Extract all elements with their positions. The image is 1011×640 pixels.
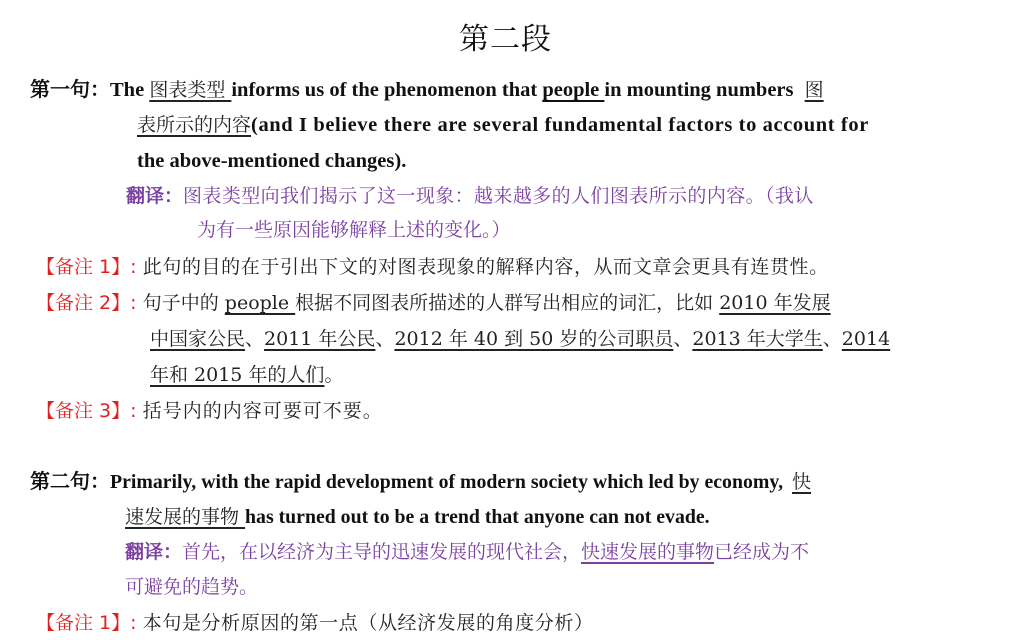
- translation-text: 首先，在以经济为主导的迅速发展的现代社会，: [182, 541, 582, 563]
- blank-chart-content: 图: [804, 79, 824, 101]
- sentence2-line1: [30, 466, 811, 497]
- sentence1-note2-line1: [36, 288, 831, 318]
- sentence1-note2-line3: [150, 360, 343, 390]
- section-title: 第二段: [459, 22, 552, 57]
- translation-underlined: 快速发展的事物: [581, 541, 715, 563]
- sentence1-line3: [137, 146, 406, 176]
- blank-chart-type: 图表类型: [149, 79, 232, 101]
- translation-label: 翻译：: [126, 185, 184, 207]
- sentence2-line2: [125, 502, 710, 532]
- separator: 、: [245, 328, 265, 350]
- note-text: 。: [324, 364, 344, 386]
- note-colon: :: [130, 256, 137, 278]
- note-example: 年和 2015 年的人们: [150, 364, 325, 386]
- blank-fast-developing-thing: 快: [792, 471, 812, 493]
- note-text: 括号内的内容可要可不要。: [142, 400, 383, 422]
- sentence2-label: 第二句：: [30, 469, 110, 493]
- sentence1-text: the above-mentioned changes).: [137, 150, 407, 172]
- note-text: 本句是分析原因的第一点（从经济发展的角度分析）: [142, 612, 594, 634]
- note-label: 【备注 3】: [36, 400, 131, 422]
- sentence2-note1: [36, 608, 594, 638]
- separator: 、: [375, 328, 395, 350]
- translation-text: 图表类型向我们揭示了这一现象：越来越多的人们图表所示的内容。（我认: [183, 185, 814, 207]
- translation-text: 已经成为不: [714, 541, 810, 563]
- note-example: 2012 年 40 到 50 岁的公司职员: [394, 328, 674, 350]
- blank-chart-content: 表所示的内容: [137, 114, 252, 136]
- note-colon: :: [130, 292, 137, 314]
- sentence1-text: (and I believe there are several fundamental factors to account for: [251, 114, 869, 136]
- sentence1-text: informs us of the phenomenon that: [231, 79, 543, 101]
- sentence2-translation-line1: [125, 537, 809, 567]
- note-example: 2011 年公民: [264, 328, 376, 350]
- blank-fast-developing-thing: 速发展的事物: [125, 506, 246, 528]
- translation-label: 翻译：: [125, 541, 183, 563]
- note-example: 2013 年大学生: [692, 328, 823, 350]
- note-text: 根据不同图表所描述的人群写出相应的词汇，比如: [295, 292, 720, 314]
- note-example: 2010 年发展: [719, 292, 831, 314]
- sentence1-text: The: [110, 79, 150, 101]
- note-text: 句子中的: [142, 292, 225, 314]
- separator: 、: [673, 328, 693, 350]
- blank-people: people: [542, 79, 605, 101]
- sentence2-text: has turned out to be a trend that anyone can not evade.: [245, 506, 710, 528]
- note-colon: :: [130, 612, 137, 634]
- sentence1-translation-line1: [126, 181, 814, 211]
- note-label: 【备注 1】: [36, 612, 131, 634]
- translation-text: 为有一些原因能够解释上述的变化。）: [197, 219, 511, 241]
- sentence1-label: 第一句：: [30, 77, 110, 101]
- note-example: people: [224, 292, 296, 314]
- sentence1-line1: [30, 74, 978, 105]
- sentence1-text: in mounting numbers: [604, 79, 799, 101]
- separator: 、: [822, 328, 842, 350]
- note-example: 中国家公民: [150, 328, 246, 350]
- sentence1-line2: [137, 110, 869, 140]
- sentence1-note2-line2: [150, 324, 890, 354]
- note-colon: :: [130, 400, 137, 422]
- sentence2-translation-line2: [125, 572, 258, 602]
- note-example: 2014: [841, 328, 891, 350]
- sentence1-translation-line2: [197, 215, 511, 245]
- sentence1-note1: [36, 252, 829, 282]
- note-label: 【备注 1】: [36, 256, 131, 278]
- translation-text: 可避免的趋势。: [125, 576, 259, 598]
- sentence1-note3: [36, 396, 383, 426]
- note-text: 此句的目的在于引出下文的对图表现象的解释内容，从而文章会更具有连贯性。: [142, 256, 829, 278]
- note-label: 【备注 2】: [36, 292, 131, 314]
- sentence2-text: Primarily, with the rapid development of modern society which led by economy,: [110, 471, 789, 493]
